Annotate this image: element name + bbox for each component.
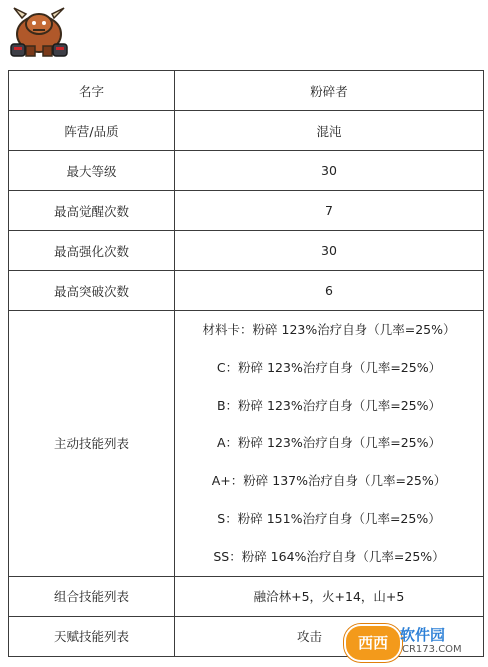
row-label-active-skills: 主动技能列表 bbox=[9, 311, 175, 577]
row-label-faction: 阵营/品质 bbox=[9, 111, 175, 151]
table-row bbox=[9, 311, 484, 577]
row-label-max-awaken: 最高觉醒次数 bbox=[9, 191, 175, 231]
skill-line: A：粉碎 123%治疗自身（几率=25%） bbox=[216, 435, 442, 451]
row-value-combo-skills: 融洽林+5，火+14，山+5 bbox=[175, 576, 484, 616]
watermark-title: 软件园 bbox=[400, 626, 446, 644]
skill-line: A+：粉碎 137%治疗自身（几率=25%） bbox=[211, 473, 447, 489]
row-value-max-breakthrough: 6 bbox=[175, 271, 484, 311]
skill-line: 材料卡：粉碎 123%治疗自身（几率=25%） bbox=[202, 322, 456, 337]
character-info-table bbox=[8, 70, 484, 657]
brute-character-icon bbox=[8, 4, 70, 62]
table-row bbox=[9, 271, 484, 311]
table-row bbox=[9, 191, 484, 231]
character-avatar bbox=[8, 4, 70, 62]
row-value-max-level: 30 bbox=[175, 151, 484, 191]
table-row bbox=[9, 111, 484, 151]
row-label-max-level: 最大等级 bbox=[9, 151, 175, 191]
skill-line: SS：粉碎 164%治疗自身（几率=25%） bbox=[213, 548, 445, 564]
row-value-max-awaken: 7 bbox=[175, 191, 484, 231]
row-label-max-enhance: 最高强化次数 bbox=[9, 231, 175, 271]
row-value-faction: 混沌 bbox=[175, 111, 484, 151]
skill-line: B：粉碎 123%治疗自身（几率=25%） bbox=[216, 397, 442, 413]
row-value-talent-skills: 攻击 bbox=[175, 616, 484, 656]
watermark-logo-badge: 西西 bbox=[344, 624, 402, 662]
watermark-url: CR173.COM bbox=[402, 644, 462, 655]
row-label-name: 名字 bbox=[9, 71, 175, 111]
row-value-max-enhance: 30 bbox=[175, 231, 484, 271]
table-row bbox=[9, 231, 484, 271]
row-label-combo-skills: 组合技能列表 bbox=[9, 576, 175, 616]
row-value-name: 粉碎者 bbox=[175, 71, 484, 111]
skill-line: C：粉碎 123%治疗自身（几率=25%） bbox=[216, 359, 442, 375]
table-row bbox=[9, 576, 484, 616]
row-label-max-breakthrough: 最高突破次数 bbox=[9, 271, 175, 311]
site-watermark bbox=[344, 620, 484, 662]
skill-line: S：粉碎 151%治疗自身（几率=25%） bbox=[217, 510, 441, 526]
table-row bbox=[9, 71, 484, 111]
table-row bbox=[9, 151, 484, 191]
active-skill-list bbox=[175, 311, 484, 577]
row-label-talent-skills: 天赋技能列表 bbox=[9, 616, 175, 656]
